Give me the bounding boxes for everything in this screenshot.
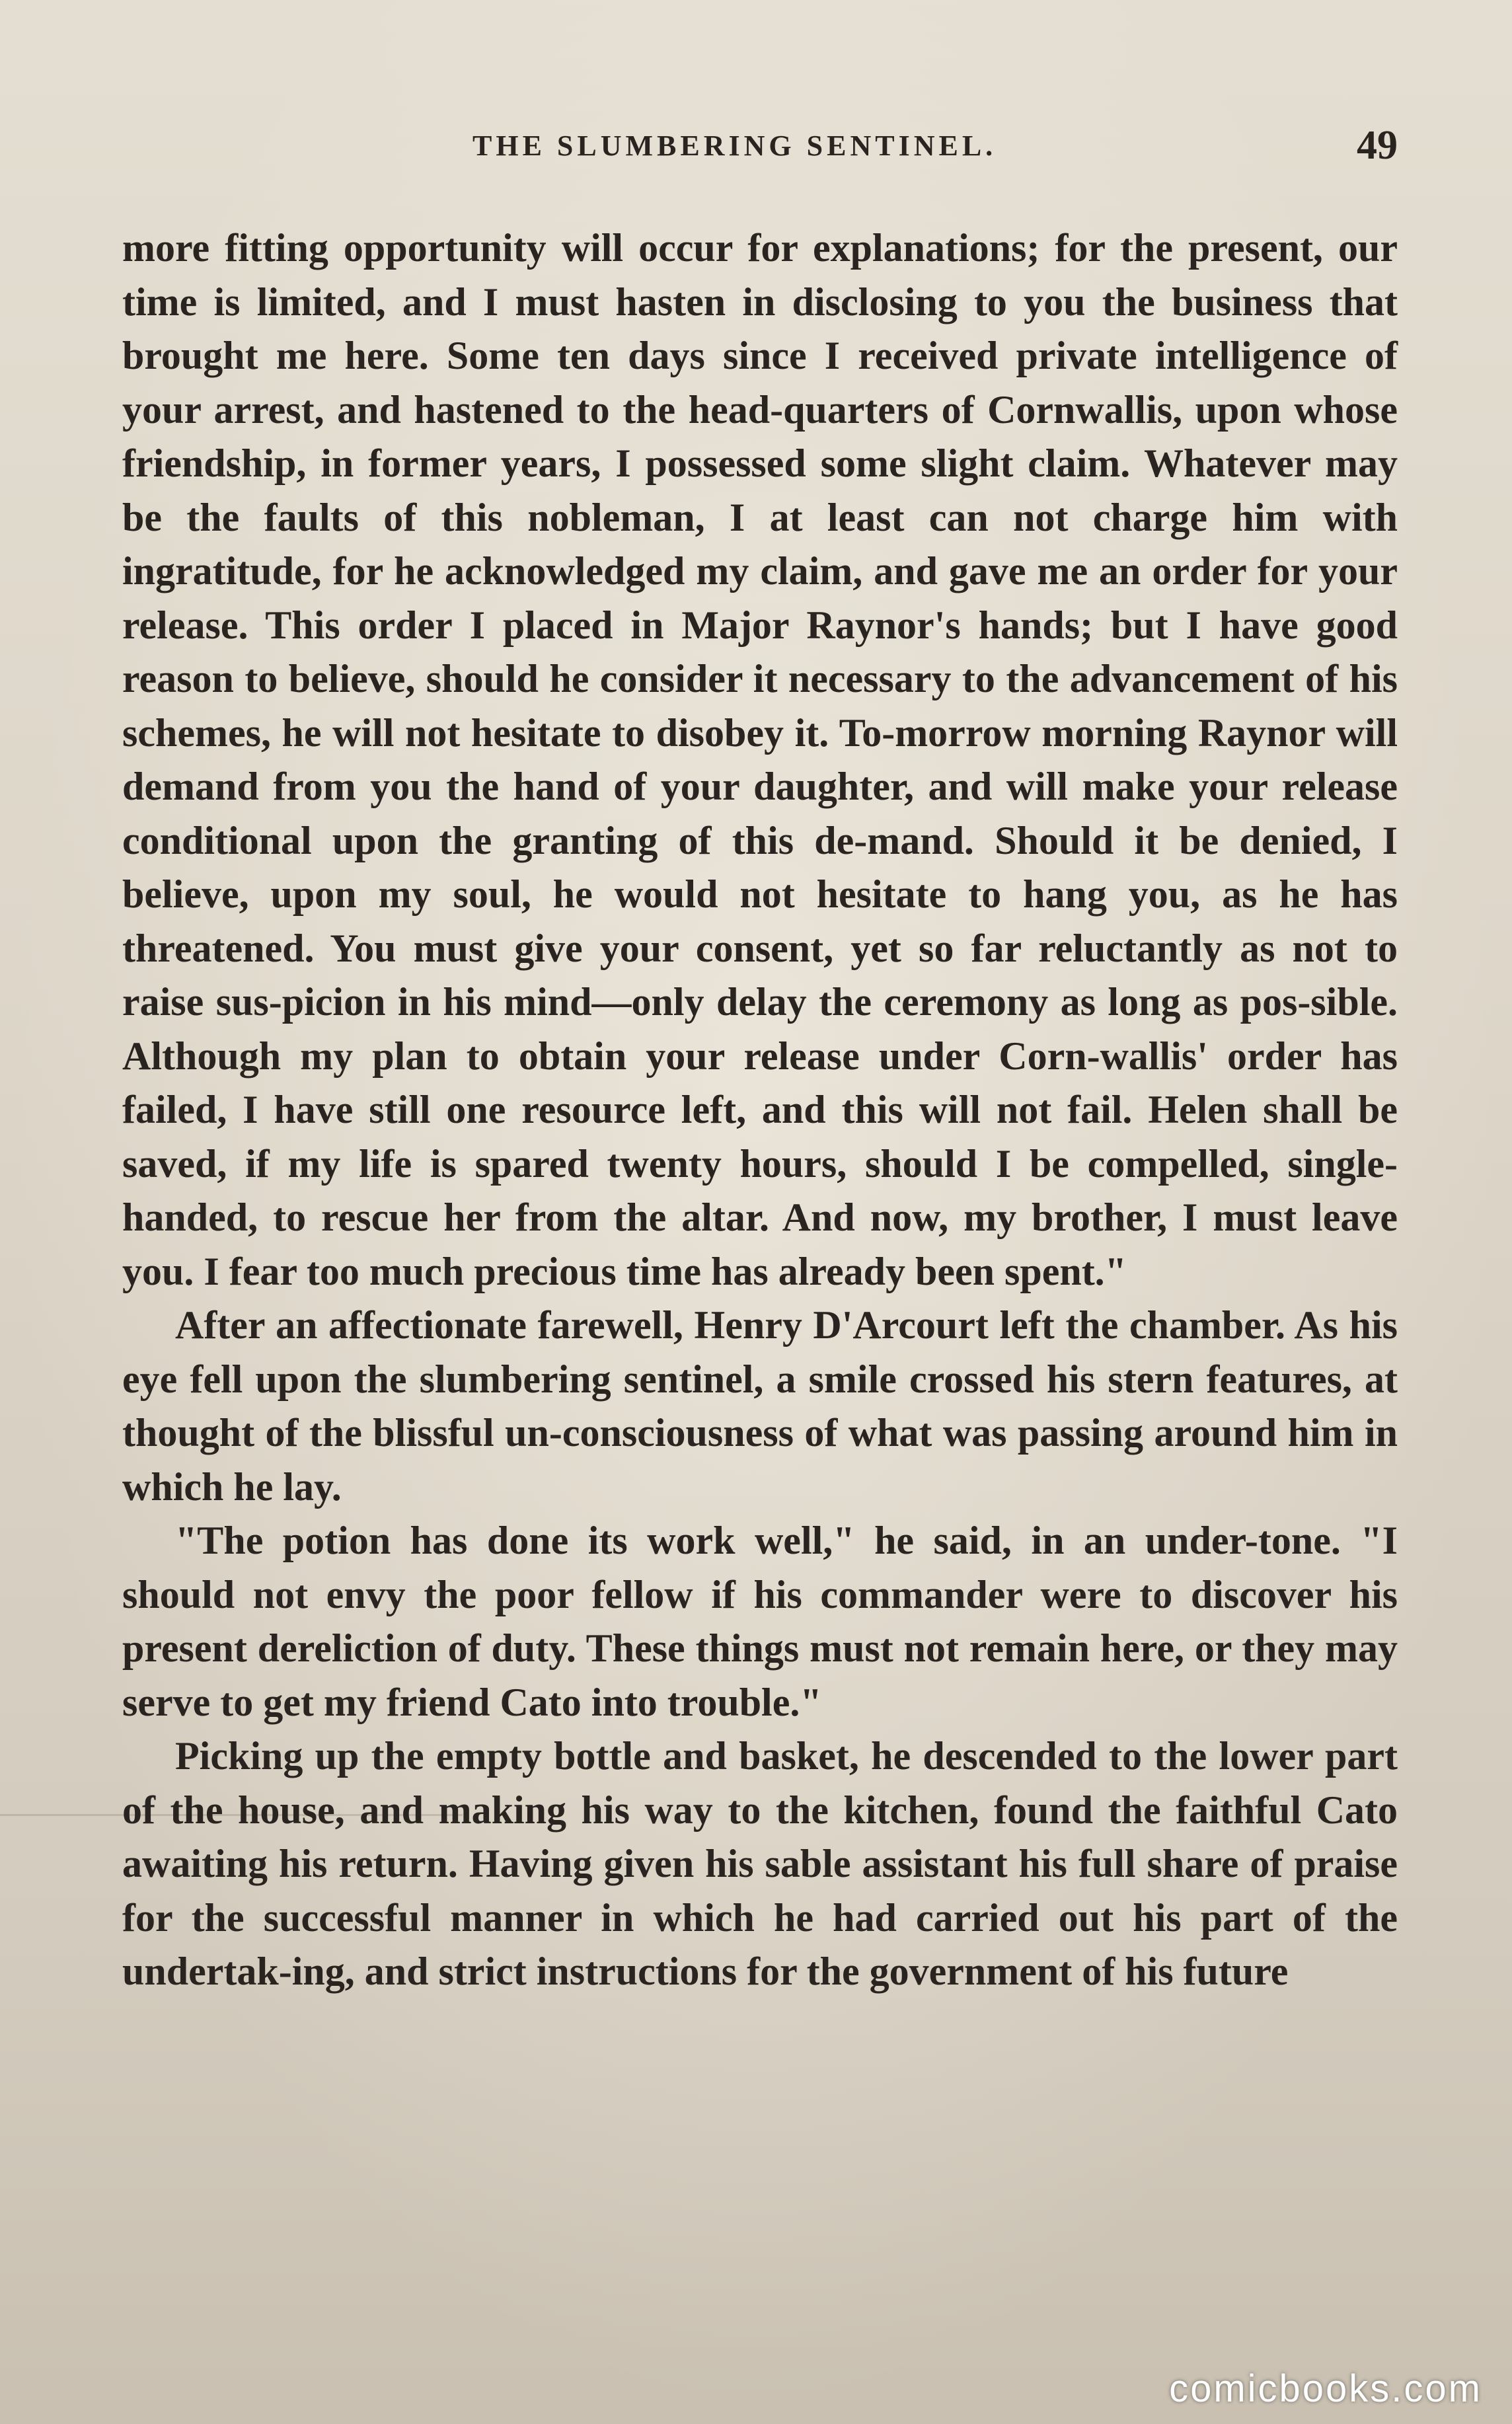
paragraph-2: After an affectionate farewell, Henry D'Arcourt left the chamber. As his eye fell upon the slumbering sentinel, a smile crossed his stern features, at thought of the blissful un-consciousness of what was passing around him in which he lay. xyxy=(122,1303,1398,1509)
page-header xyxy=(122,123,1398,175)
paragraph-3: "The potion has done its work well," he said, in an under-tone. "I should not envy the poor fellow if his commander were to discover his present dereliction of duty. These things must not remain here, or they may serve to get my friend Cato into trouble." xyxy=(122,1519,1398,1724)
body-text xyxy=(122,221,1398,1999)
page-number: 49 xyxy=(1357,123,1398,168)
watermark: comicbooks.com xyxy=(1169,2367,1482,2410)
paragraph-4: Picking up the empty bottle and basket, he descended to the lower part of the house, and making his way to the kitchen, found the faithful Cato awaiting his return. Having given his sable assistant his full share of praise for the successful manner in which he had carried out his part of the undertak-ing, and strict instructions for the government of his future xyxy=(122,1734,1398,1993)
running-head: THE SLUMBERING SENTINEL. xyxy=(472,130,997,162)
paragraph-1: more fitting opportunity will occur for explanations; for the present, our time is limited, and I must hasten in disclosing to you the business that brought me here. Some ten days since I received private intelligence of your arrest, and hastened to the head-quarters of Cornwallis, upon whose friendship, in former years, I possessed some slight claim. Whatever may be the faults of this nobleman, I at least can not charge him with ingratitude, for he acknowledged my claim, and gave me an order for your release. This order I placed in Major Raynor's hands; but I have good reason to believe, should he consider it necessary to the advancement of his schemes, he will not hesitate to disobey it. To-morrow morning Raynor will demand from you the hand of your daughter, and will make your release conditional upon the granting of this de-mand. Should it be denied, I believe, upon my soul, he would not hesitate to hang you, as he has threatened. You must give your consent, yet so far reluctantly as not to raise sus-picion in his mind—only delay the ceremony as long as pos-sible. Although my plan to obtain your release under Corn-wallis' order has failed, I have still one resource left, and this will not fail. Helen shall be saved, if my life is spared twenty hours, should I be compelled, single-handed, to rescue her from the altar. And now, my brother, I must leave you. I fear too much precious time has already been spent." xyxy=(122,226,1398,1293)
